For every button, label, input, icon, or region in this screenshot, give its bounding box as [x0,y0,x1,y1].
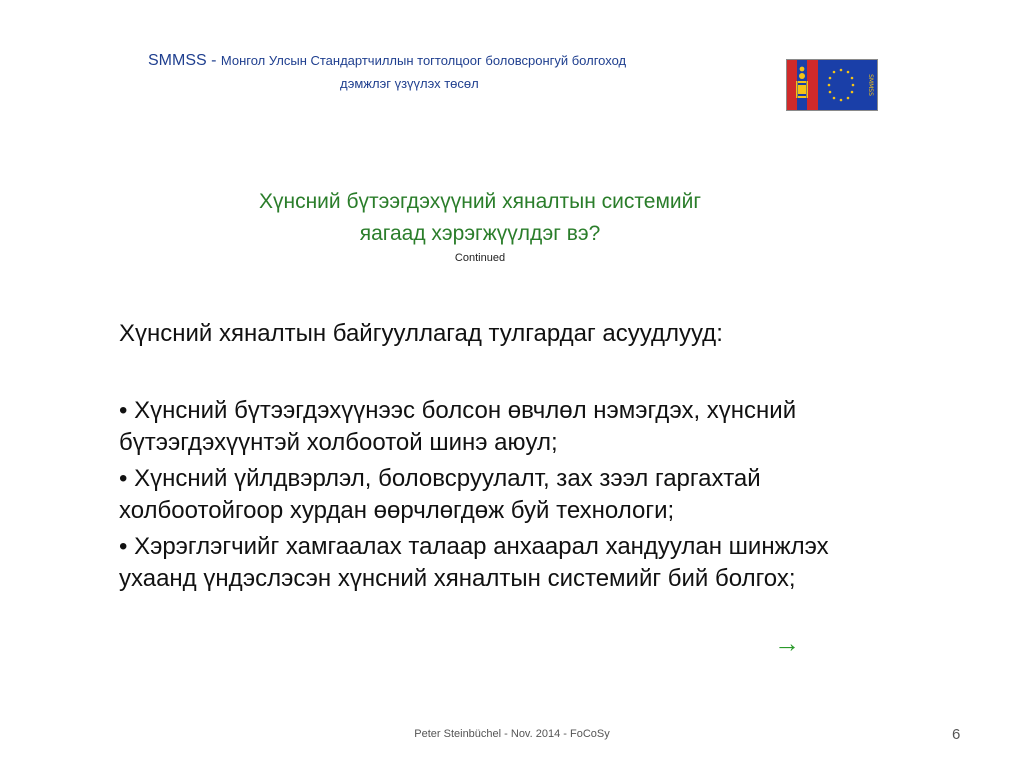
project-title-line1: Монгол Улсын Стандартчиллын тогтолцоог боловсронгуй болгоход [220,53,627,68]
project-title-line2: дэмжлэг үзүүлэх төсөл [340,76,479,91]
title-separator: - [206,52,221,69]
bullet-item: • Хэрэглэгчийг хамгаалах талаар анхаарал хандуулан шинжлэх ухаанд үндэслэсэн хүнсний хяналтын системийг бий болгох; [119,533,829,592]
slide-subtitle: Continued [454,252,506,264]
bullet-item: • Хүнсний үйлдвэрлэл, боловсруулалт, зах зээл гаргахтай холбоотойгоор хурдан өөрчлөгдөж буй технологи; [119,465,761,524]
slide-title [0,186,960,250]
page-number: 6 [952,726,961,743]
content-heading: Хүнсний хяналтын байгууллагад тулгардаг асуудлууд: [119,320,723,347]
svg-text:SMMSS: SMMSS [867,74,874,96]
slide-title-line1: Хүнсний бүтээгдэхүүний хяналтын системийг [258,190,702,213]
slide-title-line2: яагаад хэрэгжүүлдэг вэ? [359,222,601,245]
footer-text: Peter Steinbüchel - Nov. 2014 - FoCoSy [414,728,610,740]
bullet-item: • Хүнсний бүтээгдэхүүнээс болсон өвчлөл нэмэгдэх, хүнсний бүтээгдэхүүнтэй холбоотой шинэ аюул; [119,397,797,456]
project-abbr: SMMSS [148,52,207,69]
project-title [148,52,626,70]
project-logo [786,59,878,111]
next-arrow-icon[interactable]: → [774,628,800,658]
